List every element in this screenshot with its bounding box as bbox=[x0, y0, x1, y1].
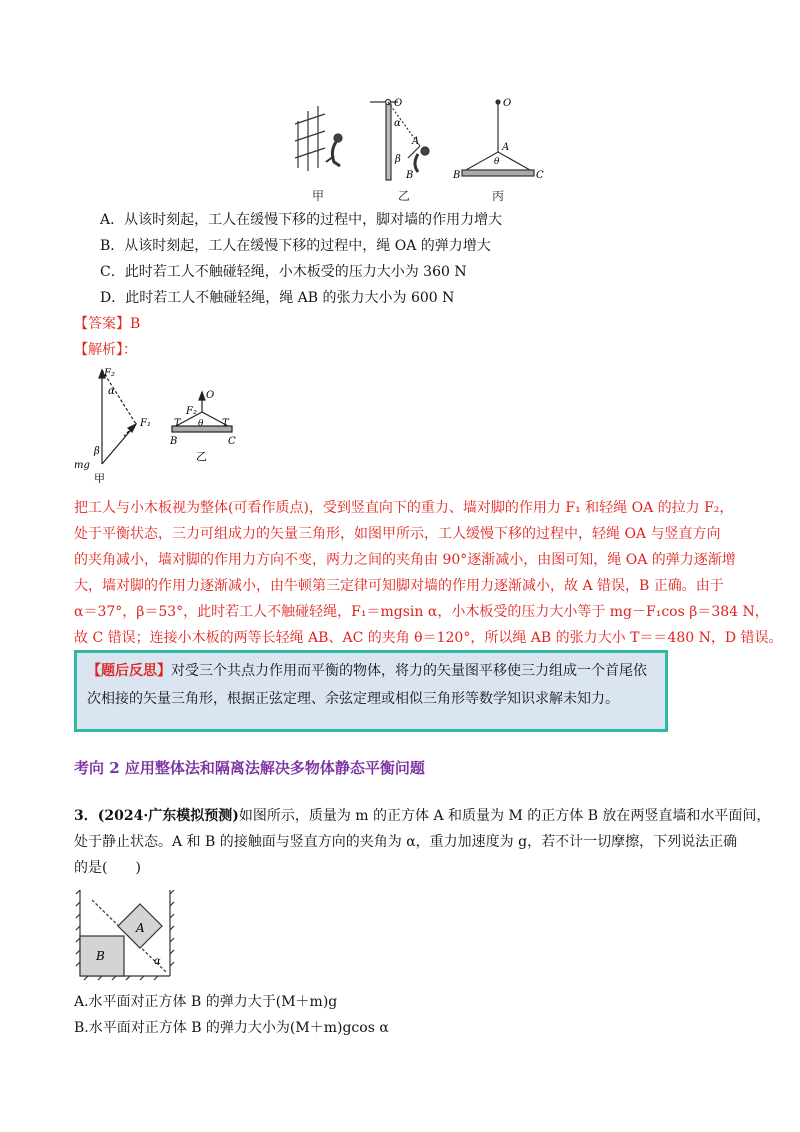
pt-a-yi: A bbox=[412, 136, 420, 147]
figure-top bbox=[290, 96, 550, 206]
analysis-label: 【解析】： bbox=[74, 342, 137, 358]
pt-o-yi: O bbox=[394, 98, 403, 109]
label-alpha-jia: α bbox=[108, 386, 115, 397]
analysis-line-5: α＝37°，β＝53°，此时若工人不触碰轻绳，F₁＝mgsin α，小木板受的压力大小等于 mg－F₁cos β＝384 N， bbox=[74, 604, 769, 620]
label-f2-jia: F₂ bbox=[104, 368, 115, 379]
analysis-line-3: 的夹角减小，墙对脚的作用力方向不变，两力之间的夹角由 90°逐渐减小，由图可知，绳 OA 的弹力逐渐增 bbox=[74, 552, 736, 568]
label-c-yi: C bbox=[228, 436, 236, 447]
question3-line-2: 处于静止状态。A 和 B 的接触面与竖直方向的夹角为 α，重力加速度为 g，若不计一切摩擦，下列说法正确 bbox=[74, 834, 738, 850]
analysis-line-1: 把工人与小木板视为整体(可看作质点)，受到竖直向下的重力、墙对脚的作用力 F₁ 和轻绳 OA 的拉力 F₂， bbox=[74, 500, 734, 516]
label-b-yi: B bbox=[170, 436, 178, 447]
q3-label-alpha: α bbox=[154, 956, 161, 967]
figure-analysis bbox=[74, 364, 254, 485]
analysis-line-4: 大，墙对脚的作用力逐渐减小，由牛顿第三定律可知脚对墙的作用力逐渐减小，故 A 错误，B 正确。由于 bbox=[74, 578, 724, 594]
option-b: B．从该时刻起，工人在缓慢下移的过程中，绳 OA 的弹力增大 bbox=[100, 238, 491, 254]
pt-beta-yi: β bbox=[395, 154, 401, 165]
label-t-left: T bbox=[174, 418, 181, 429]
reflection-line-1: 对受三个共点力作用而平衡的物体，将力的矢量图平移使三力组成一个首尾依 bbox=[171, 663, 647, 679]
pt-theta-bing: θ bbox=[494, 157, 500, 167]
figure-question3 bbox=[74, 886, 178, 982]
fig-label-bing: 丙 bbox=[492, 189, 505, 203]
q3-label-b: B bbox=[96, 949, 105, 963]
label-jia-bottom: 甲 bbox=[94, 472, 105, 485]
label-f2-yi: F₂ bbox=[186, 406, 197, 417]
pt-b-yi: B bbox=[406, 170, 414, 181]
label-o-yi: O bbox=[206, 390, 215, 401]
label-beta-jia: β bbox=[94, 446, 100, 457]
label-theta-yi: θ bbox=[198, 419, 204, 429]
option-d: D．此时若工人不触碰轻绳，绳 AB 的张力大小为 600 N bbox=[100, 290, 455, 306]
label-t-right: T bbox=[222, 418, 229, 429]
pt-o-bing: O bbox=[503, 98, 512, 109]
q3-label-a: A bbox=[136, 921, 145, 935]
reflection-title: 【题后反思】 bbox=[87, 663, 171, 679]
analysis-line-6: 故 C 错误；连接小木板的两等长轻绳 AB、AC 的夹角 θ＝120°，所以绳 AB 的张力大小 T＝＝480 N，D 错误。 bbox=[74, 630, 783, 646]
reflection-line-2: 次相接的矢量三角形，根据正弦定理、余弦定理或相似三角形等数学知识求解未知力。 bbox=[87, 691, 619, 707]
question3-source: 3．(2024·广东模拟预测) bbox=[74, 808, 239, 824]
label-yi-bottom: 乙 bbox=[196, 450, 207, 463]
label-f1-jia: F₁ bbox=[140, 418, 151, 429]
pt-c-bing: C bbox=[536, 170, 544, 181]
pt-b-bing: B bbox=[453, 170, 461, 181]
label-mg-jia: mg bbox=[74, 460, 90, 471]
force-triangle-jia bbox=[99, 370, 136, 464]
option-c: C．此时若工人不触碰轻绳，小木板受的压力大小为 360 N bbox=[100, 264, 467, 280]
question3-option-b: B.水平面对正方体 B 的弹力大小为(M＋m)gcos α bbox=[74, 1020, 389, 1036]
question3-option-a: A.水平面对正方体 B 的弹力大于(M＋m)g bbox=[74, 994, 338, 1010]
question3-line-1 bbox=[74, 806, 770, 826]
answer-label: 【答案】B bbox=[74, 316, 141, 332]
figure-yi bbox=[370, 100, 429, 181]
analysis-line-2: 处于平衡状态，三力可组成力的矢量三角形，如图甲所示，工人缓慢下移的过程中，轻绳 OA 与竖直方向 bbox=[74, 526, 721, 542]
section-title: 考向 2 应用整体法和隔离法解决多物体静态平衡问题 bbox=[74, 759, 425, 777]
figure-jia bbox=[295, 106, 342, 171]
fig-label-jia: 甲 bbox=[312, 189, 325, 203]
pt-a-bing: A bbox=[502, 142, 510, 153]
pt-alpha-yi: α bbox=[394, 118, 401, 129]
option-a: A．从该时刻起，工人在缓慢下移的过程中，脚对墙的作用力增大 bbox=[100, 212, 503, 228]
question3-text-1: 如图所示，质量为 m 的正方体 A 和质量为 M 的正方体 B 放在两竖直墙和水平面间， bbox=[238, 808, 771, 824]
question3-line-3: 的是( ) bbox=[74, 860, 141, 876]
fig-label-yi: 乙 bbox=[398, 189, 411, 203]
reflection-box bbox=[74, 650, 668, 732]
